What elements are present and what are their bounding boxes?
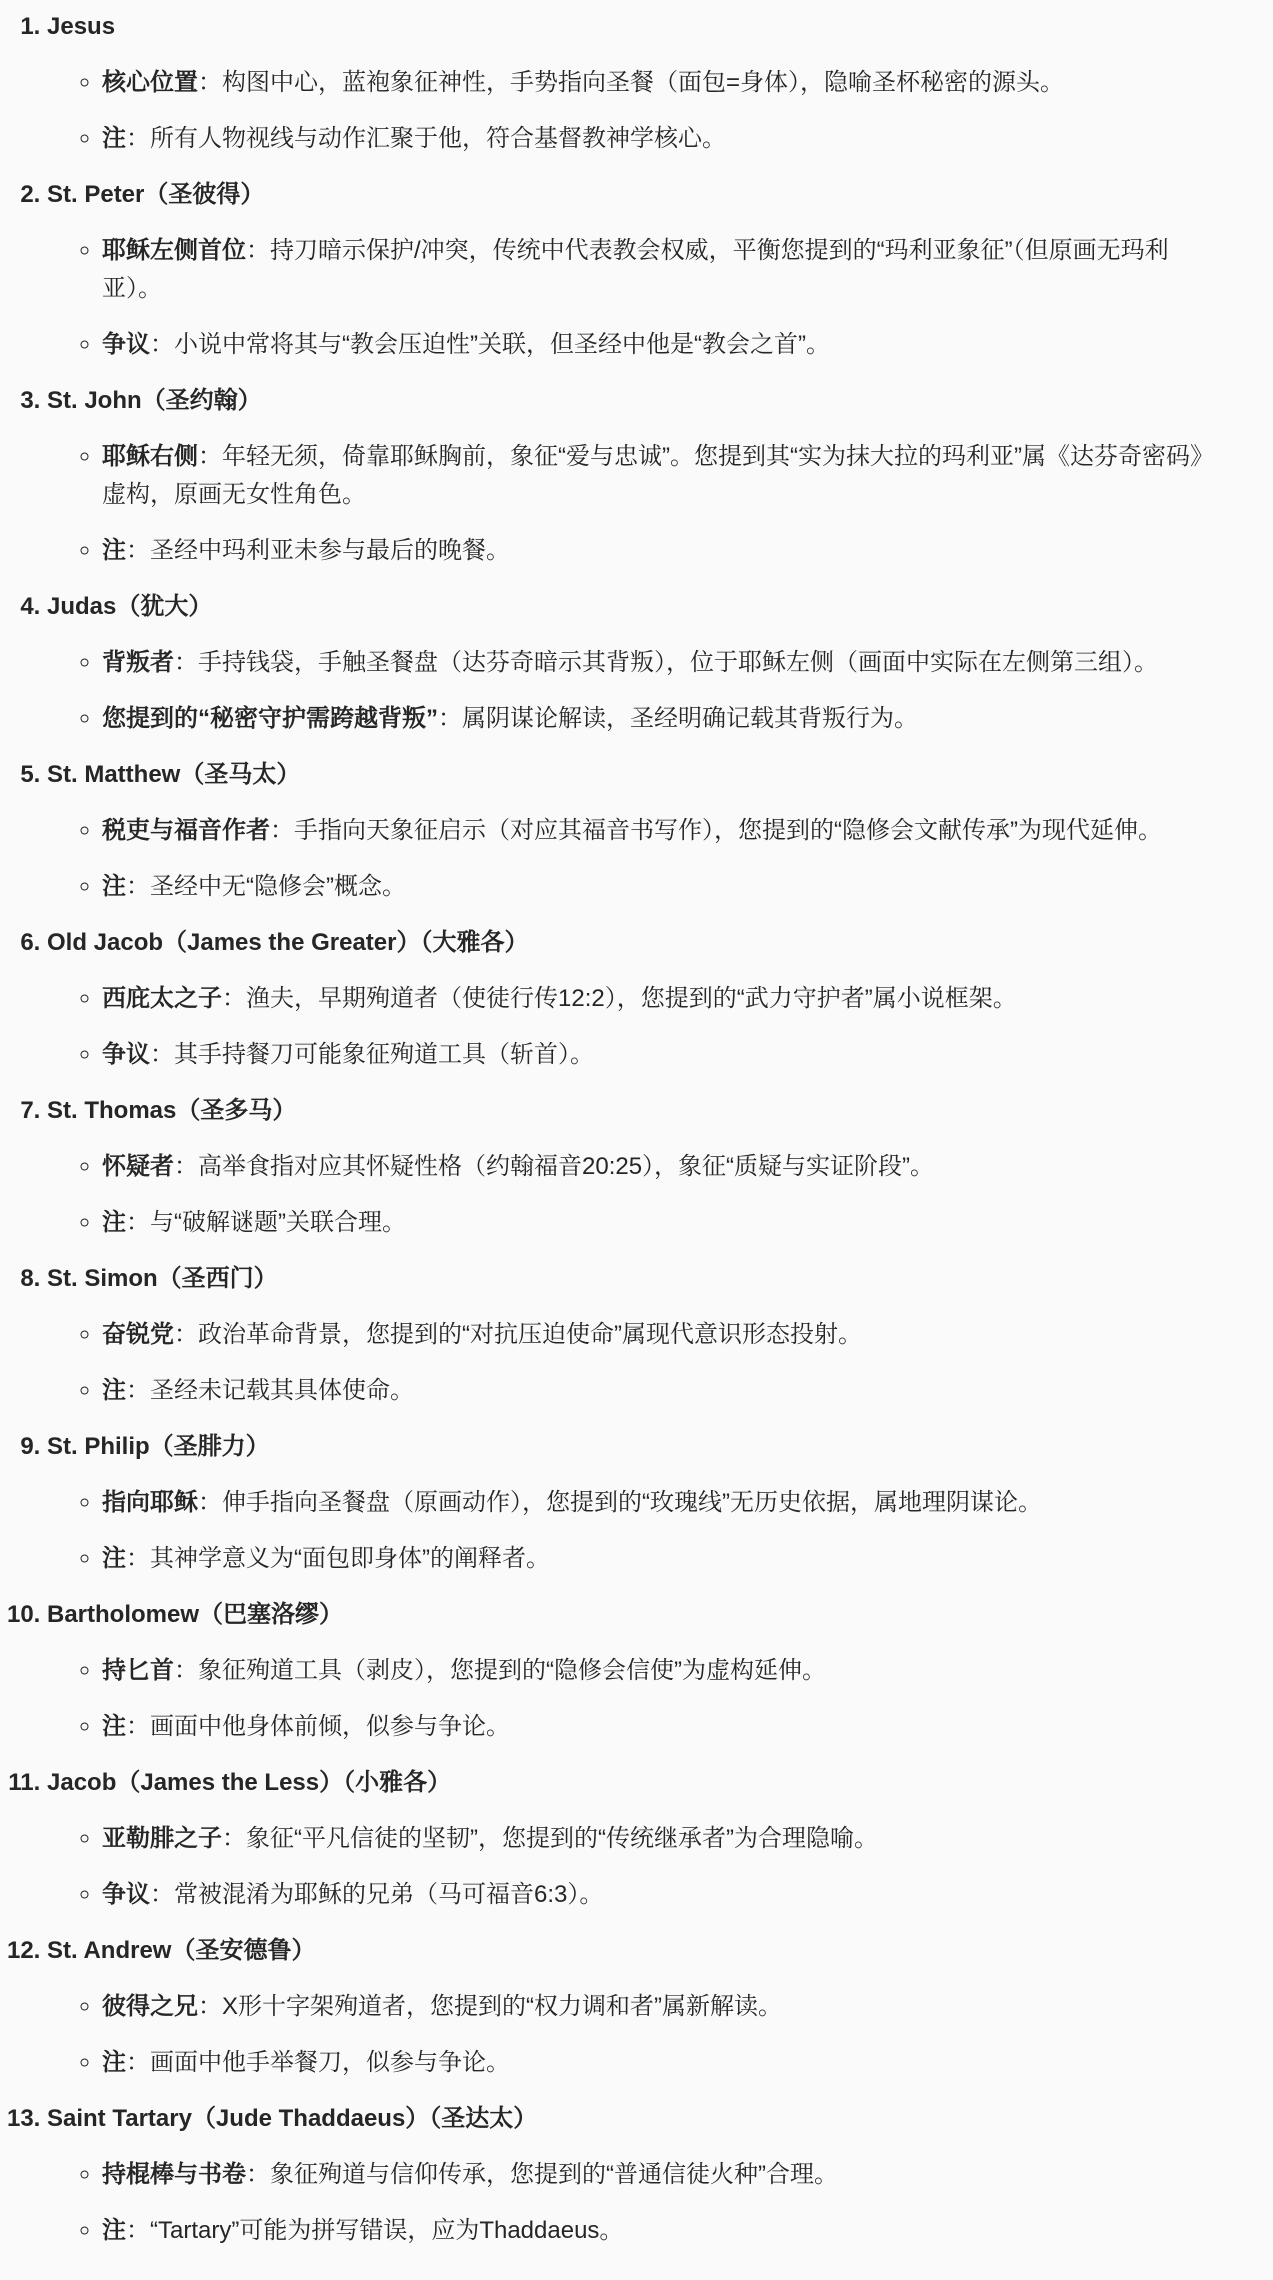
point-text: ：其手持餐刀可能象征殉道工具（斩首）。 (150, 1041, 594, 1068)
list-item (47, 1092, 1212, 1242)
sub-list (47, 1820, 1212, 1914)
sub-list (47, 1484, 1212, 1578)
point-text: ：画面中他身体前倾，似参与争论。 (126, 1713, 510, 1740)
sub-point (102, 1820, 1212, 1858)
list-item (47, 1764, 1212, 1914)
sub-list (47, 1988, 1212, 2082)
figure-title: Jacob（James the Less）（小雅各） (47, 1769, 452, 1796)
sub-list (47, 2156, 1212, 2250)
figure-title: Saint Tartary（Jude Thaddaeus）（圣达太） (47, 2105, 538, 2132)
sub-point (102, 1988, 1212, 2026)
figure-title: Jesus (47, 13, 116, 40)
sub-list (47, 438, 1212, 570)
point-text: ：象征殉道与信仰传承，您提到的“普通信徒火种”合理。 (246, 2161, 838, 2188)
point-label: 核心位置 (102, 69, 198, 96)
figure-list (25, 8, 1212, 2250)
point-label: 亚勒腓之子 (102, 1825, 222, 1852)
point-text: ：与“破解谜题”关联合理。 (126, 1209, 406, 1236)
sub-point (102, 812, 1212, 850)
list-item (47, 1428, 1212, 1578)
sub-point (102, 1204, 1212, 1242)
sub-point (102, 532, 1212, 570)
point-text: ：其神学意义为“面包即身体”的阐释者。 (126, 1545, 550, 1572)
figure-title: Bartholomew（巴塞洛缪） (47, 1601, 344, 1628)
sub-point (102, 1652, 1212, 1690)
point-text: ：常被混淆为耶稣的兄弟（马可福音6:3）。 (150, 1881, 604, 1908)
point-label: 税吏与福音作者 (102, 817, 270, 844)
figure-title: St. Philip（圣腓力） (47, 1433, 270, 1460)
sub-point (102, 868, 1212, 906)
figure-title: Old Jacob（James the Greater）（大雅各） (47, 929, 529, 956)
point-text: ：渔夫，早期殉道者（使徒行传12:2），您提到的“武力守护者”属小说框架。 (222, 985, 1017, 1012)
point-text: ：象征殉道工具（剥皮），您提到的“隐修会信使”为虚构延伸。 (174, 1657, 826, 1684)
point-label: 背叛者 (102, 649, 174, 676)
figure-title: St. John（圣约翰） (47, 387, 262, 414)
point-text: ：“Tartary”可能为拼写错误，应为Thaddaeus。 (126, 2217, 624, 2244)
point-label: 奋锐党 (102, 1321, 174, 1348)
list-item (47, 756, 1212, 906)
sub-list (47, 64, 1212, 158)
point-text: ：所有人物视线与动作汇聚于他，符合基督教神学核心。 (126, 125, 726, 152)
sub-point (102, 2212, 1212, 2250)
point-text: ：伸手指向圣餐盘（原画动作），您提到的“玫瑰线”无历史依据，属地理阴谋论。 (198, 1489, 1042, 1516)
list-item (47, 588, 1212, 738)
point-label: 争议 (102, 1881, 150, 1908)
point-text: ：手指向天象征启示（对应其福音书写作），您提到的“隐修会文献传承”为现代延伸。 (270, 817, 1162, 844)
point-label: 注 (102, 2049, 126, 2076)
sub-list (47, 232, 1212, 364)
figure-title: St. Simon（圣西门） (47, 1265, 278, 1292)
sub-list (47, 980, 1212, 1074)
point-text: ：X形十字架殉道者，您提到的“权力调和者”属新解读。 (198, 1993, 782, 2020)
list-item (47, 924, 1212, 1074)
sub-point (102, 2044, 1212, 2082)
sub-point (102, 232, 1212, 308)
point-text: ：画面中他手举餐刀，似参与争论。 (126, 2049, 510, 2076)
point-label: 彼得之兄 (102, 1993, 198, 2020)
point-text: ：高举食指对应其怀疑性格（约翰福音20:25），象征“质疑与实证阶段”。 (174, 1153, 935, 1180)
sub-point (102, 438, 1212, 514)
point-text: ：圣经中玛利亚未参与最后的晚餐。 (126, 537, 510, 564)
list-item (47, 176, 1212, 364)
point-text: ：持刀暗示保护/冲突，传统中代表教会权威，平衡您提到的“玛利亚象征”（但原画无玛利亚）。 (102, 237, 1169, 302)
figure-title: St. Matthew（圣马太） (47, 761, 301, 788)
sub-point (102, 1148, 1212, 1186)
point-label: 注 (102, 1377, 126, 1404)
point-label: 持匕首 (102, 1657, 174, 1684)
point-label: 耶稣右侧 (102, 443, 198, 470)
sub-list (47, 1148, 1212, 1242)
sub-list (47, 644, 1212, 738)
point-label: 注 (102, 873, 126, 900)
point-label: 西庇太之子 (102, 985, 222, 1012)
point-text: ：圣经中无“隐修会”概念。 (126, 873, 406, 900)
point-text: ：政治革命背景，您提到的“对抗压迫使命”属现代意识形态投射。 (174, 1321, 862, 1348)
figure-title: Judas（犹大） (47, 593, 213, 620)
point-label: 注 (102, 1209, 126, 1236)
point-label: 争议 (102, 1041, 150, 1068)
point-label: 您提到的“秘密守护需跨越背叛” (102, 705, 438, 732)
list-item (47, 1596, 1212, 1746)
list-item (47, 2100, 1212, 2250)
sub-point (102, 64, 1212, 102)
point-text: ：小说中常将其与“教会压迫性”关联，但圣经中他是“教会之首”。 (150, 331, 830, 358)
point-text: ：构图中心，蓝袍象征神性，手势指向圣餐（面包=身体），隐喻圣杯秘密的源头。 (198, 69, 1065, 96)
point-label: 注 (102, 537, 126, 564)
point-label: 怀疑者 (102, 1153, 174, 1180)
point-label: 耶稣左侧首位 (102, 237, 246, 264)
figure-title: St. Thomas（圣多马） (47, 1097, 297, 1124)
sub-point (102, 1316, 1212, 1354)
sub-point (102, 700, 1212, 738)
point-text: ：象征“平凡信徒的坚韧”，您提到的“传统继承者”为合理隐喻。 (222, 1825, 878, 1852)
list-item (47, 382, 1212, 570)
point-label: 争议 (102, 331, 150, 358)
list-item (47, 1260, 1212, 1410)
list-item (47, 8, 1212, 158)
sub-point (102, 1036, 1212, 1074)
point-label: 注 (102, 1545, 126, 1572)
point-text: ：圣经未记载其具体使命。 (126, 1377, 414, 1404)
sub-point (102, 1876, 1212, 1914)
sub-point (102, 980, 1212, 1018)
point-text: ：年轻无须，倚靠耶稣胸前，象征“爱与忠诚”。您提到其“实为抹大拉的玛利亚”属《达芬奇密码》虚构，原画无女性角色。 (102, 443, 1202, 508)
point-label: 注 (102, 125, 126, 152)
point-label: 注 (102, 2217, 126, 2244)
sub-point (102, 2156, 1212, 2194)
sub-point (102, 1372, 1212, 1410)
sub-point (102, 1708, 1212, 1746)
figure-title: St. Andrew（圣安德鲁） (47, 1937, 316, 1964)
sub-point (102, 1484, 1212, 1522)
sub-list (47, 812, 1212, 906)
point-text: ：属阴谋论解读，圣经明确记载其背叛行为。 (438, 705, 918, 732)
point-label: 指向耶稣 (102, 1489, 198, 1516)
sub-point (102, 326, 1212, 364)
sub-point (102, 644, 1212, 682)
point-text: ：手持钱袋，手触圣餐盘（达芬奇暗示其背叛），位于耶稣左侧（画面中实际在左侧第三组）。 (174, 649, 1158, 676)
figure-title: St. Peter（圣彼得） (47, 181, 265, 208)
point-label: 持棍棒与书卷 (102, 2161, 246, 2188)
list-item (47, 1932, 1212, 2082)
point-label: 注 (102, 1713, 126, 1740)
sub-point (102, 1540, 1212, 1578)
sub-list (47, 1316, 1212, 1410)
sub-point (102, 120, 1212, 158)
sub-list (47, 1652, 1212, 1746)
